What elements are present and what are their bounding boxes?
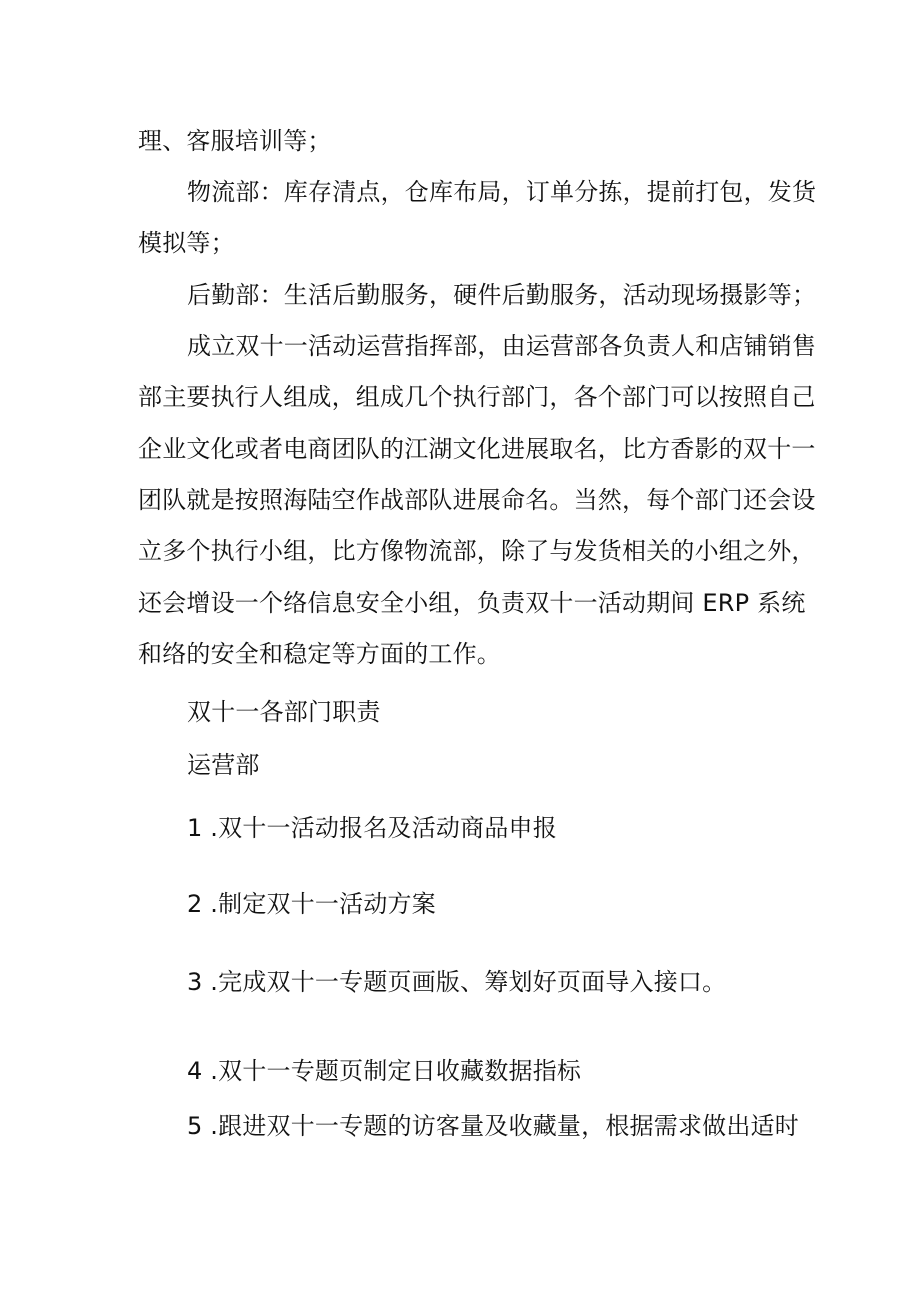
text-line: 模拟等； xyxy=(138,229,235,257)
list-item: 1 .双十一活动报名及活动商品申报 xyxy=(187,814,557,842)
text-line: 团队就是按照海陆空作战部队进展命名。当然，每个部门还会设 xyxy=(138,486,816,514)
text-line: 立多个执行小组，比方像物流部，除了与发货相关的小组之外， xyxy=(138,537,816,565)
list-item: 2 .制定双十一活动方案 xyxy=(187,890,436,918)
list-item: 5 .跟进双十一专题的访客量及收藏量，根据需求做出适时 xyxy=(187,1112,799,1140)
text-line: 物流部：库存清点，仓库布局，订单分拣，提前打包，发货 xyxy=(187,178,817,206)
text-line: 部主要执行人组成，组成几个执行部门，各个部门可以按照自己 xyxy=(138,383,816,411)
text-line: 后勤部：生活后勤服务，硬件后勤服务，活动现场摄影等； xyxy=(187,281,817,309)
text-line: 和络的安全和稳定等方面的工作。 xyxy=(138,640,501,668)
text-line: 理、客服培训等； xyxy=(138,127,332,155)
section-heading: 双十一各部门职责 xyxy=(187,698,381,726)
text-line: 企业文化或者电商团队的江湖文化进展取名，比方香影的双十一 xyxy=(138,435,816,463)
subsection-heading: 运营部 xyxy=(187,751,260,779)
text-line: 还会增设一个络信息安全小组，负责双十一活动期间 ERP 系统 xyxy=(138,589,806,617)
list-item: 4 .双十一专题页制定日收藏数据指标 xyxy=(187,1057,582,1085)
list-item: 3 .完成双十一专题页画版、筹划好页面导入接口。 xyxy=(187,968,727,996)
text-line: 成立双十一活动运营指挥部，由运营部各负责人和店铺销售 xyxy=(187,332,817,360)
